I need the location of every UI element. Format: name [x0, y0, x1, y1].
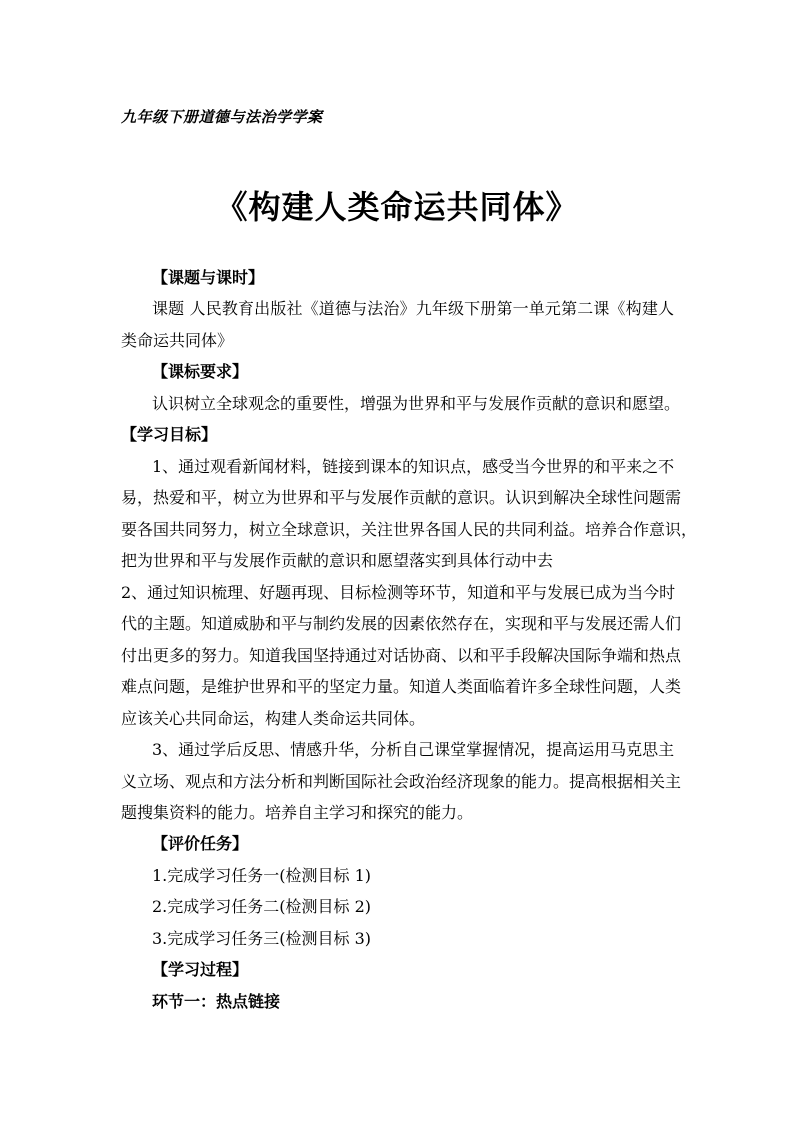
- goal-line: 要各国共同努力，树立全球意识，关注世界各国人民的共同利益。培养合作意识，: [121, 520, 698, 539]
- goal-line: 2、通过知识梳理、好题再现、目标检测等环节，知道和平与发展已成为当今时: [121, 583, 676, 602]
- standard-heading: 【课标要求】: [152, 362, 249, 381]
- eval-heading: 【评价任务】: [152, 834, 249, 853]
- process-heading: 【学习过程】: [152, 960, 249, 979]
- goal-line: 易，热爱和平，树立为世界和平与发展作贡献的意识。认识到解决全球性问题需: [121, 488, 682, 507]
- eval-item: 3.完成学习任务三(检测目标 3): [152, 929, 372, 948]
- stage-heading: 环节一：热点链接: [152, 992, 281, 1011]
- topic-line: 课题 人民教育出版社《道德与法治》九年级下册第一单元第二课《构建人: [152, 299, 674, 318]
- goal-line: 把为世界和平与发展作贡献的意识和愿望落实到具体行动中去: [121, 551, 554, 570]
- goal-line: 难点问题，是维护世界和平的坚定力量。知道人类面临着许多全球性问题，人类: [121, 677, 682, 696]
- goal-line: 3、通过学后反思、情感升华，分析自己课堂掌握情况，提高运用马克思主: [152, 740, 675, 759]
- document-subtitle: 九年级下册道德与法治学学案: [121, 108, 323, 126]
- goal-line: 义立场、观点和方法分析和判断国际社会政治经济现象的能力。提高根据相关主: [121, 772, 682, 791]
- goal-line: 应该关心共同命运，构建人类命运共同体。: [121, 709, 426, 728]
- topic-heading: 【课题与课时】: [152, 268, 265, 287]
- document-title: 《构建人类命运共同体》: [215, 188, 579, 226]
- goals-heading: 【学习目标】: [121, 425, 218, 444]
- eval-item: 1.完成学习任务一(检测目标 1): [152, 866, 372, 885]
- standard-text: 认识树立全球观念的重要性，增强为世界和平与发展作贡献的意识和愿望。: [152, 394, 681, 413]
- topic-line: 类命运共同体》: [121, 331, 234, 350]
- eval-item: 2.完成学习任务二(检测目标 2): [152, 897, 372, 916]
- goal-line: 1、通过观看新闻材料，链接到课本的知识点，感受当今世界的和平来之不: [152, 457, 675, 476]
- goal-line: 题搜集资料的能力。培养自主学习和探究的能力。: [121, 803, 474, 822]
- goal-line: 代的主题。知道威胁和平与制约发展的因素依然存在，实现和平与发展还需人们: [121, 614, 682, 633]
- goal-line: 付出更多的努力。知道我国坚持通过对话协商、以和平手段解决国际争端和热点: [121, 646, 682, 665]
